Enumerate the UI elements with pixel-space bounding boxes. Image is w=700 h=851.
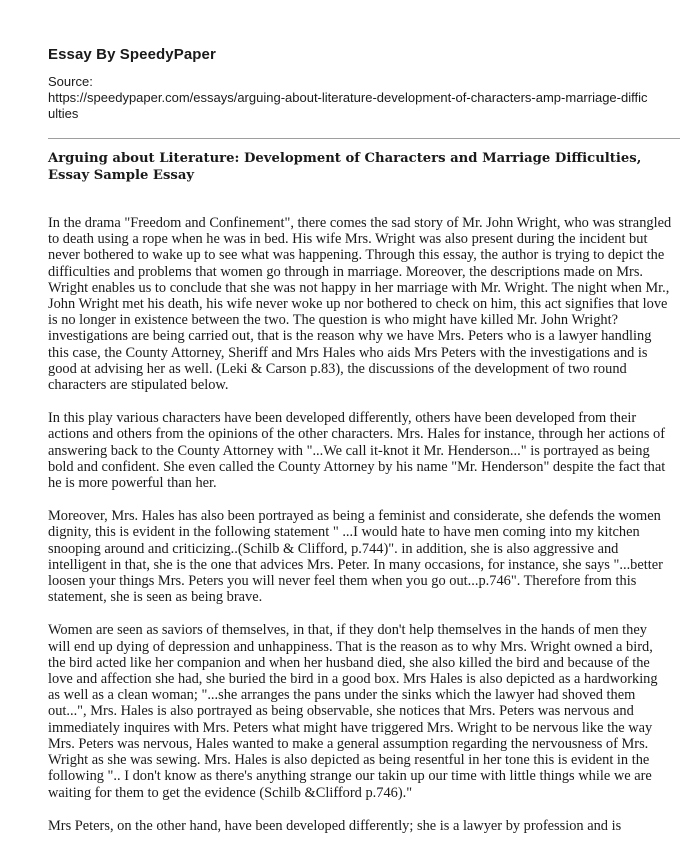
paragraph: Moreover, Mrs. Hales has also been portrayed as being a feminist and considerate, she defends the women dignity, this is evident in the following statement " ...I would hate to have men coming into my kitchen snooping around and criticizing..(Schilb & Clifford, p.744)". in addition, she is also aggressive and intelligent in that, she is the one that advices Mrs. Peter. In many occasions, for instance, she says "...better loosen your things Mrs. Peters you will never feel them when you go out...p.746". Therefore from this statement, she is seen as being brave.	[48, 508, 663, 606]
essay-body	[48, 215, 672, 851]
paragraph: In this play various characters have been developed differently, others have been developed from their actions and others from the opinions of the other characters. Mrs. Hales for instance, through her actions of answering back to the County Attorney with "...We call it-knot it Mr. Henderson..." is portrayed as being bold and confident. She even called the County Attorney by his name "Mr. Henderson" despite the fact that he is more powerful than her.	[48, 410, 666, 492]
divider	[48, 138, 680, 139]
paragraph: Mrs Peters, on the other hand, have been developed differently; she is a lawyer by profession and is	[48, 817, 622, 834]
source-label: Source:	[48, 74, 93, 89]
brand-heading: Essay By SpeedyPaper	[48, 46, 216, 63]
paragraph: Women are seen as saviors of themselves, in that, if they don't help themselves in the hands of men they will end up dying of depression and unhappiness. That is the reason as to why Mrs. Wright owned a bird, the bird acted like her companion and when her husband died, she also killed the bird and because of the love and affection she had, she buried the bird in a good box. Mrs Hales is also depicted as a hardworking as well as a clean woman; "...she arranges the pans under the sinks which the lawyer had shoved them out...", Mrs. Hales is also portrayed as being observable, she notices that Mrs. Peters was nervous and immediately inquires with Mrs. Peters what might have triggered Mrs. Wright to be nervous like the way Mrs. Peters was nervous, Hales wanted to make a general assumption regarding the nervousness of Mrs. Wright as she was sewing. Mrs. Hales is also depicted as being resentful in her tone this is evident in the following ".. I don't know as there's anything strange our takin up our time with little things while we are waiting for them to get the evidence (Schilb &Clifford p.746)."	[48, 622, 658, 801]
paragraph: In the drama "Freedom and Confinement", there comes the sad story of Mr. John Wright, who was strangled to death using a rope when he was in bed. His wife Mrs. Wright was also present during the incident but never bothered to wake up to see what was happening. Through this essay, the author is trying to depict the difficulties and problems that women go through in marriage. Moreover, the descriptions made on Mrs. Wright enables us to conclude that she was not happy in her marriage with Mr. Wright. The night when Mr., John Wright met his death, his wife never woke up nor bothered to check on him, this act signifies that love is no longer in existence between the two. The question is who might have killed Mr. John Wright? investigations are being carried out, that is the reason why we have Mrs. Peters who is a lawyer handling this case, the County Attorney, Sheriff and Mrs Hales who aids Mrs Peters with the investigations and is good at advising her as well. (Leki & Carson p.83), the discussions of the development of two round characters are stipulated below.	[48, 215, 672, 394]
essay-title: Arguing about Literature: Development of Characters and Marriage Difficulties, Essay Sample Essay	[48, 151, 642, 183]
source-link[interactable]: https://speedypaper.com/essays/arguing-about-literature-development-of-characters-amp-marriage-difficulties	[48, 90, 648, 121]
